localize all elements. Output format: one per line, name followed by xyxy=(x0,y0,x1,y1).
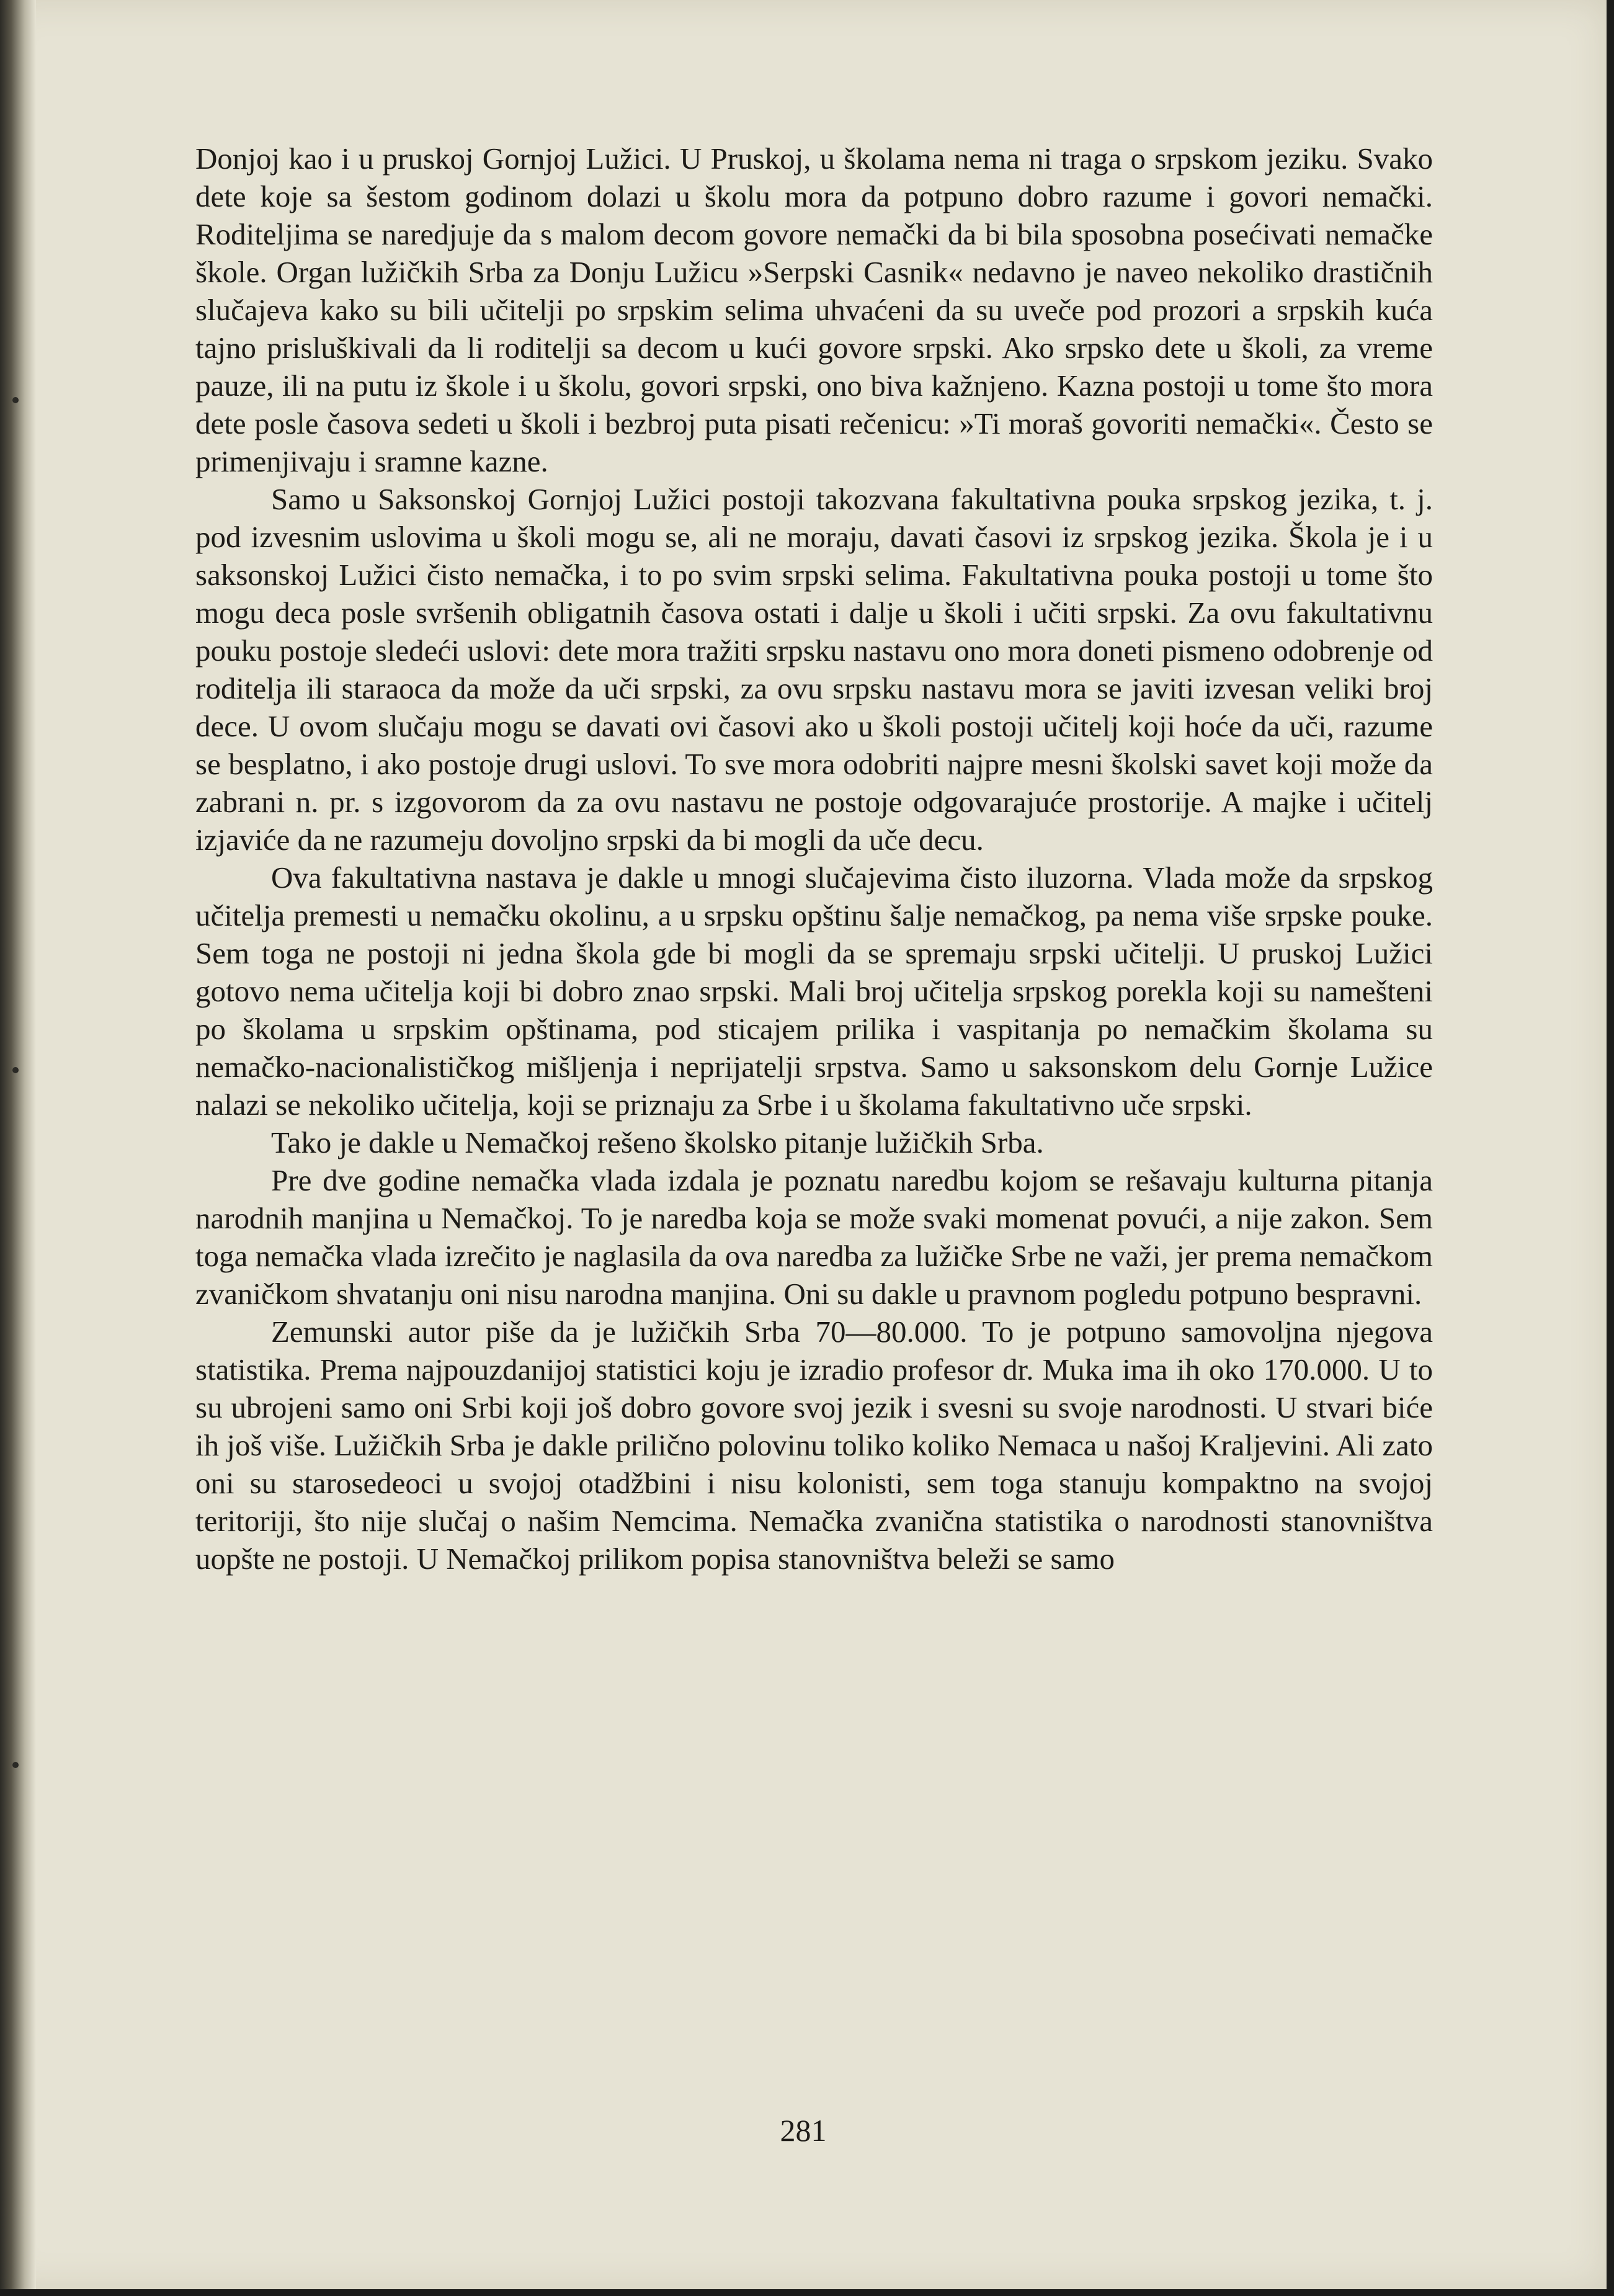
binding-dot xyxy=(12,1762,19,1768)
paragraph-5: Pre dve godine nemačka vlada izdala je poznatu naredbu kojom se rešavaju kulturna pitanja narodnih manjina u Nemačkoj. To je naredba koja se može svaki momenat povući, a nije zakon. Sem toga nemačka vlada izrečito je naglasila da ova naredba za lužičke Srbe ne važi, jer prema nemačkom zvaničkom shvatanju oni nisu narodna manjina. Oni su dakle u pravnom pogledu potpuno bespravni. xyxy=(195,1163,1433,1311)
paragraph-4: Tako je dakle u Nemačkoj rešeno školsko pitanje lužičkih Srba. xyxy=(271,1125,1044,1159)
paragraph-3: Ova fakultativna nastava je dakle u mnogi slučajevima čisto iluzorna. Vlada može da srpskog učitelja premesti u nemačku okolinu, a u srpsku opštinu šalje nemačkog, pa nema više srpske pouke. Sem toga ne postoji ni jedna škola gde bi mogli da se spremaju srpski učitelji. U pruskoj Lužici gotovo nema učitelja koji bi dobro znao srpski. Mali broj učitelja srpskog porekla koji su namešteni po školama u srpskim opštinama, pod sticajem prilika i vaspitanja po nemačkim školama su nemačko-nacionalističkog mišljenja i neprijatelji srpstva. Samo u saksonskom delu Gornje Lužice nalazi se nekoliko učitelja, koji se priznaju za Srbe i u školama fakultativno uče srpski. xyxy=(195,860,1433,1122)
paragraph-1: Donjoj kao i u pruskoj Gornjoj Lužici. U Pruskoj, u školama nema ni traga o srpskom jeziku. Svako dete koje sa šestom godinom dolazi u školu mora da potpuno dobro razume i govori nemački. Roditeljima se naredjuje da s malom decom govore nemački da bi bila sposobna posećivati nemačke škole. Organ lužičkih Srba za Donju Lužicu »Serpski Casnik« nedavno je naveo nekoliko drastičnih slučajeva kako su bili učitelji po srpskim selima uhvaćeni da su uveče pod prozori a srpskih kuća tajno prisluškivali da li roditelji sa decom u kući govore srpski. Ako srpsko dete u školi, za vreme pauze, ili na putu iz škole i u školu, govori srpski, ono biva kažnjeno. Kazna postoji u tome što mora dete posle časova sedeti u školi i bezbroj puta pisati rečenicu: »Ti moraš govoriti nemački«. Često se primenjivaju i sramne kazne. xyxy=(195,141,1433,478)
binding-dot xyxy=(12,1067,19,1073)
page-number: 281 xyxy=(780,2113,827,2148)
paragraph-2: Samo u Saksonskoj Gornjoj Lužici postoji takozvana fakultativna pouka srpskog jezika, t. j. pod izvesnim uslovima u školi mogu se, ali ne moraju, davati časovi iz srpskog jezika. Škola je i u saksonskoj Lužici čisto nemačka, i to po svim srpski selima. Fakultativna pouka postoji u tome što mogu deca posle svršenih obligatnih časova ostati i dalje u školi i učiti srpski. Za ovu fakultativnu pouku postoje sledeći uslovi: dete mora tražiti srpsku nastavu ono mora doneti pismeno odobrenje od roditelja ili staraoca da može da uči srpski, za ovu srpsku nastavu mora se javiti izvesan veliki broj dece. U ovom slučaju mogu se davati ovi časovi ako u školi postoji učitelj koji hoće da uči, razume se besplatno, i ako postoje drugi uslovi. To sve mora odobriti najpre mesni školski savet koji može da zabrani n. pr. s izgovorom da za ovu nastavu ne postoje odgovarajuće prostorije. A majke i učitelj izjaviće da ne razumeju dovoljno srpski da bi mogli da uče decu. xyxy=(195,482,1433,857)
binding-dot xyxy=(12,397,19,403)
paragraph-6: Zemunski autor piše da je lužičkih Srba 70—80.000. To je potpuno samovoljna njegova statistika. Prema najpouzdanijoj statistici koju je izradio profesor dr. Muka ima ih oko 170.000. U to su ubrojeni samo oni Srbi koji još dobro govore svoj jezik i svesni su svoje narodnosti. U stvari biće ih još više. Lužičkih Srba je dakle prilično polovinu toliko koliko Nemaca u našoj Kraljevini. Ali zato oni su starosedeoci u svojoj otadžbini i nisu kolonisti, sem toga stanuju kompaktno na svojoj teritoriji, što nije slučaj o našim Nemcima. Nemačka zvanična statistika o narodnosti stanovništva uopšte ne postoji. U Nemačkoj prilikom popisa stanovništva beleži se samo xyxy=(195,1315,1433,1576)
body-text xyxy=(195,140,1433,1578)
page-binding-edge xyxy=(0,0,36,2289)
